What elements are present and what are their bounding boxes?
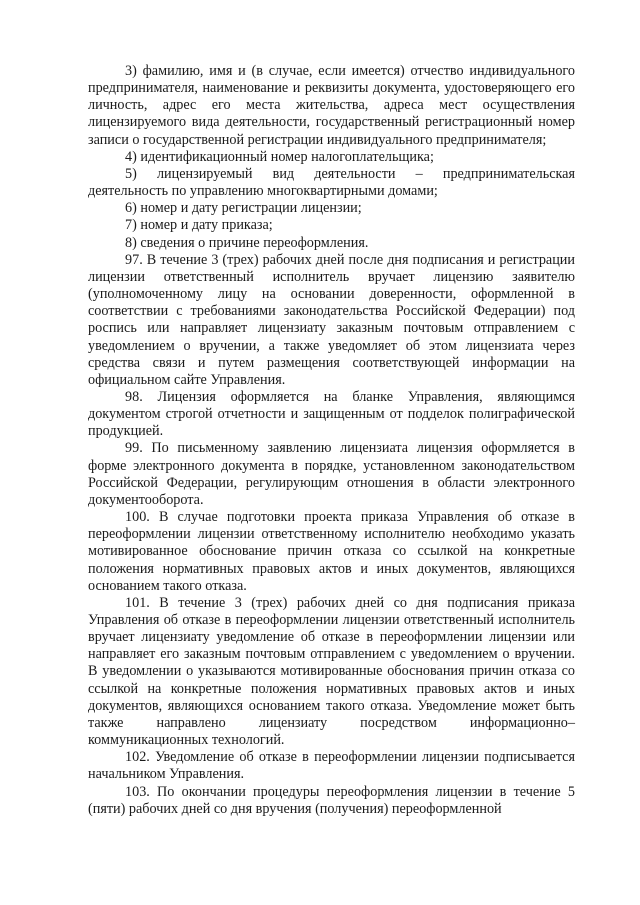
paragraph-clause-101: 101. В течение 3 (трех) рабочих дней со дня подписания приказа Управления об отказе в переоформлении лицензии ответственный исполнитель вручает лицензиату уведомление об отказе в переоформлении лицензии или направляет его заказным почтовым отправлением с уведомлением о вручении. В уведомлении о указываются мотивированные обоснования причин отказа со ссылкой на конкретные положения нормативных правовых актов и иных документов, являющихся основанием такого отказа. Уведомление может быть также направлено лицензиату посредством информационно–коммуникационных технологий. — [88, 594, 575, 749]
paragraph-clause-103: 103. По окончании процедуры переоформления лицензии в течение 5 (пяти) рабочих дней со дня вручения (получения) переоформленной — [88, 783, 575, 817]
paragraph-item-7-order: 7) номер и дату приказа; — [125, 217, 273, 234]
paragraph-clause-100: 100. В случае подготовки проекта приказа Управления об отказе в переоформлении лицензии ответственному исполнителю необходимо указать мотивированное обоснование причин отказа со ссылкой на конкретные положения нормативных правовых актов и иных документов, являющихся основанием такого отказа. — [88, 509, 575, 594]
paragraph-item-3-applicant-details: 3) фамилию, имя и (в случае, если имеется) отчество индивидуального предпринимателя, наименование и реквизиты документа, удостоверяющего его личность, адрес его места жительства, адреса мест осуществления лицензируемого вида деятельности, государственный регистрационный номер записи о государственной регистрации индивидуального предпринимателя; — [88, 63, 575, 148]
paragraph-clause-102: 102. Уведомление об отказе в переоформлении лицензии подписывается начальником Управления. — [88, 749, 575, 783]
paragraph-clause-98: 98. Лицензия оформляется на бланке Управления, являющимся документом строгой отчетности и защищенным от подделок полиграфической продукцией. — [88, 388, 575, 440]
document-page — [88, 63, 575, 818]
paragraph-item-6-registration: 6) номер и дату регистрации лицензии; — [125, 200, 362, 217]
paragraph-item-8-reason: 8) сведения о причине переоформления. — [125, 234, 369, 251]
paragraph-clause-97: 97. В течение 3 (трех) рабочих дней после дня подписания и регистрации лицензии ответственный исполнитель вручает лицензию заявителю (уполномоченному лицу на основании доверенности, оформленной в соответствии с требованиями законодательства Российской Федерации) под роспись или направляет лицензиату заказным почтовым отправлением с уведомлением о вручении, а также уведомляет об этом лицензиата через средства связи и путем размещения соответствующей информации на официальном сайте Управления. — [88, 251, 575, 388]
paragraph-item-4-taxpayer-id: 4) идентификационный номер налогоплательщика; — [125, 148, 434, 165]
paragraph-clause-99: 99. По письменному заявлению лицензиата лицензия оформляется в форме электронного документа в порядке, установленном законодательством Российской Федерации, регулирующим отношения в области электронного документооборота. — [88, 440, 575, 508]
paragraph-item-5-activity-type: 5) лицензируемый вид деятельности – предпринимательская деятельность по управлению многоквартирными домами; — [88, 165, 575, 200]
